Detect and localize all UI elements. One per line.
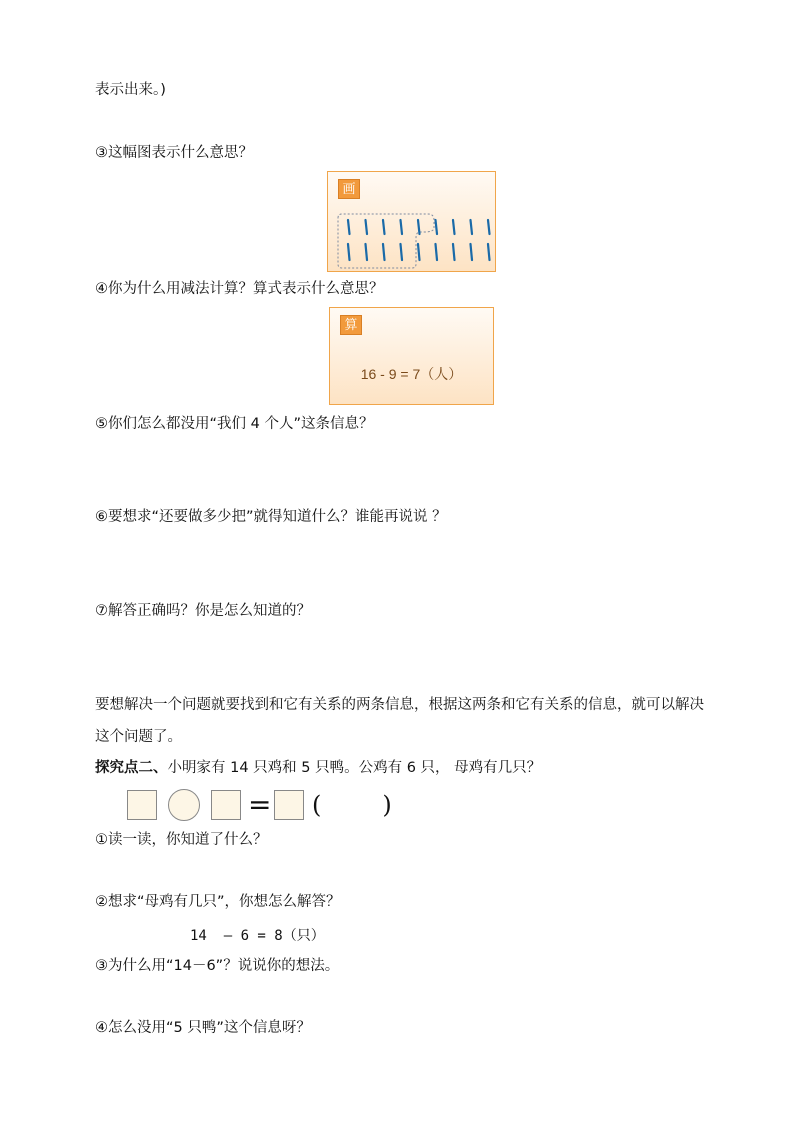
- question-5: ⑤你们怎么都没用“我们 4 个人”这条信息？: [95, 416, 374, 432]
- text-line-1: 表示出来。): [95, 82, 166, 98]
- question-q3: ③为什么用“14－6”？说说你的想法。: [95, 958, 340, 974]
- tally-mark: [471, 244, 473, 260]
- explore-text: 小明家有 14 只鸡和 5 只鸭。公鸡有 6 只， 母鸡有几只？: [167, 760, 542, 776]
- explore-point-2: [95, 758, 541, 778]
- question-7: ⑦解答正确吗？你是怎么知道的？: [95, 603, 311, 619]
- tally-mark: [453, 244, 455, 260]
- tally-mark: [401, 220, 403, 234]
- tally-mark: [488, 220, 490, 234]
- tally-mark: [401, 244, 403, 260]
- explore-label: 探究点二、: [95, 760, 168, 776]
- blank-box-result: [274, 790, 304, 820]
- tally-mark: [348, 244, 350, 260]
- question-4: ④你为什么用减法计算？算式表示什么意思？: [95, 281, 384, 297]
- question-3: ③这幅图表示什么意思？: [95, 145, 253, 161]
- tally-mark: [488, 244, 490, 260]
- tally-mark: [436, 244, 438, 260]
- tally-mark: [418, 220, 420, 234]
- tally-mark: [383, 244, 385, 260]
- tally-mark: [366, 220, 368, 234]
- unit-parentheses: ( ): [312, 791, 392, 819]
- tally-marks: [328, 172, 497, 273]
- draw-tag: 画: [338, 179, 360, 199]
- tally-mark: [383, 220, 385, 234]
- blank-box-2: [211, 790, 241, 820]
- calc-tag: 算: [340, 315, 362, 335]
- tally-mark: [348, 220, 350, 234]
- calc-formula: 16 - 9 = 7（人）: [360, 366, 463, 382]
- tally-mark: [471, 220, 473, 234]
- tally-mark: [436, 220, 438, 234]
- tally-mark: [453, 220, 455, 234]
- equals-sign: =: [248, 788, 272, 821]
- blank-box-1: [127, 790, 157, 820]
- summary-paragraph: 要想解决一个问题就要找到和它有关系的两条信息，根据这两条和它有关系的信息，就可以解决这个问题了。: [95, 697, 704, 745]
- solution-equation: 14 – 6 = 8（只）: [190, 928, 325, 944]
- tally-mark: [366, 244, 368, 260]
- question-q2: ②想求“母鸡有几只”，你想怎么解答？: [95, 894, 341, 910]
- blank-operator-circle: [168, 789, 200, 821]
- calc-figure: [329, 307, 494, 405]
- draw-figure: [327, 171, 496, 272]
- question-6: ⑥要想求“还要做多少把”就得知道什么？谁能再说说 ？: [95, 509, 447, 525]
- tally-mark: [418, 244, 420, 260]
- question-q1: ①读一读，你知道了什么？: [95, 832, 268, 848]
- question-q4: ④怎么没用“5 只鸭”这个信息呀？: [95, 1020, 311, 1036]
